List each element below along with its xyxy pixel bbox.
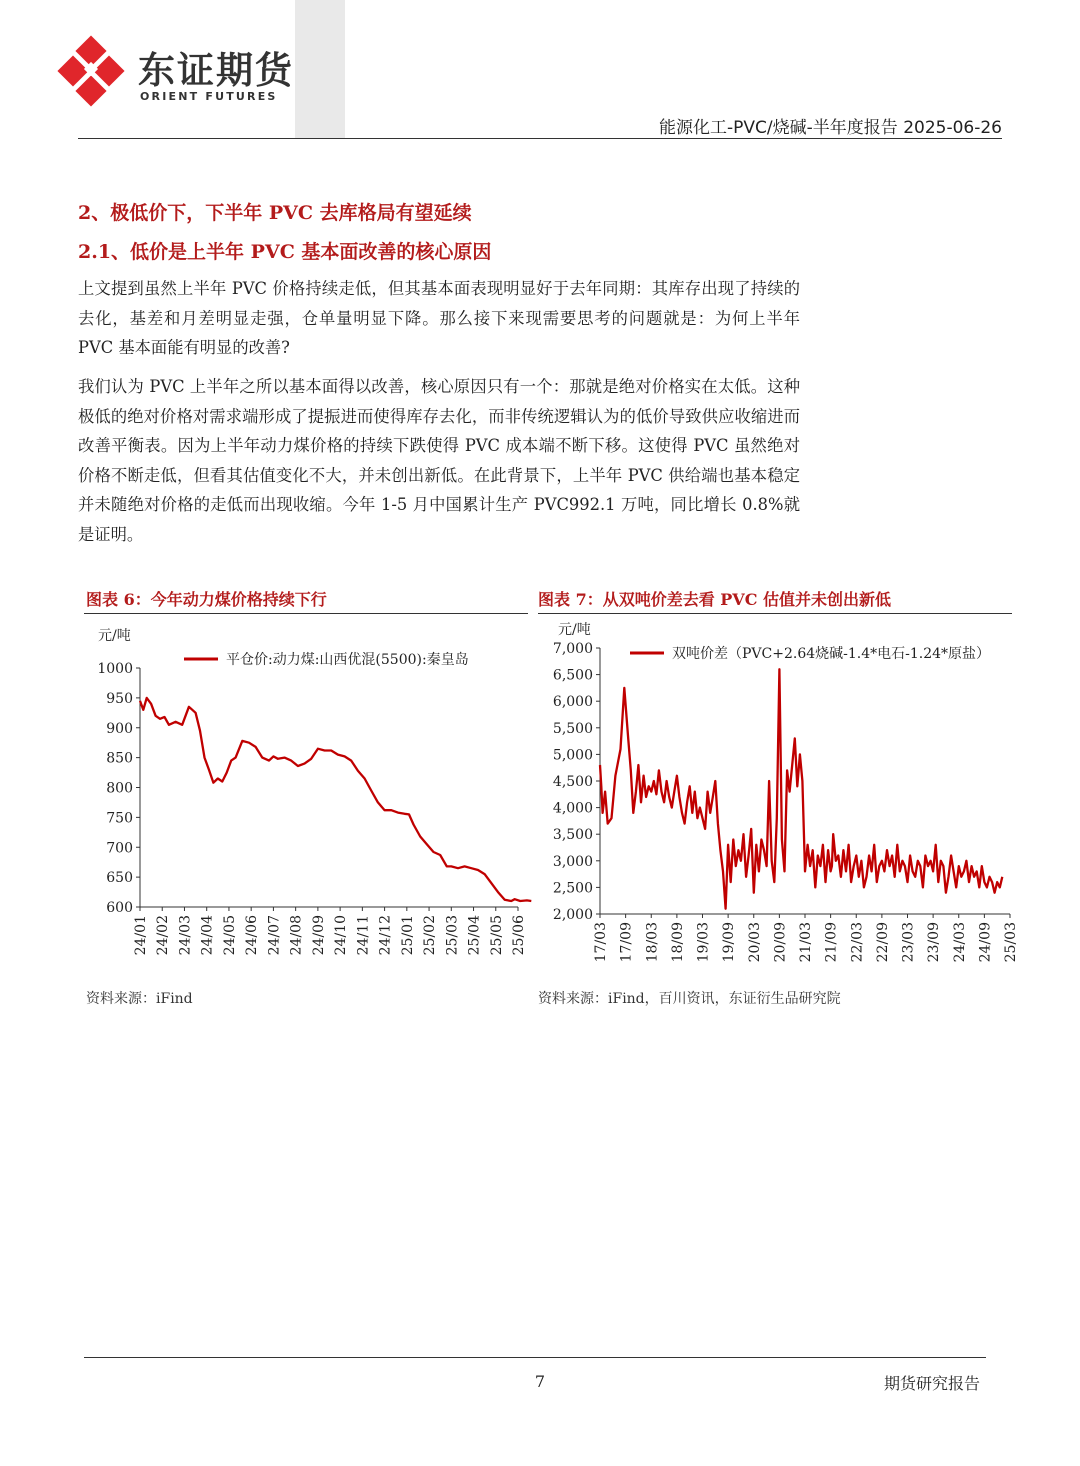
y-tick-label: 4,500 xyxy=(552,774,593,790)
y-tick-label: 5,000 xyxy=(552,747,593,764)
y-tick-label: 800 xyxy=(106,780,133,797)
y-tick-label: 750 xyxy=(106,810,133,827)
y-tick-label: 2,500 xyxy=(552,880,593,897)
x-tick-label: 24/02 xyxy=(155,915,172,956)
y-tick-label: 900 xyxy=(106,720,133,737)
legend-label: 平仓价:动力煤:山西优混(5500):秦皇岛 xyxy=(226,652,469,668)
x-tick-label: 21/03 xyxy=(798,922,814,963)
x-tick-label: 18/03 xyxy=(644,922,661,963)
x-tick-label: 24/09 xyxy=(310,915,327,956)
x-tick-label: 18/09 xyxy=(669,922,686,963)
y-tick-label: 3,000 xyxy=(552,853,593,870)
x-tick-label: 24/11 xyxy=(355,915,372,956)
x-tick-label: 25/01 xyxy=(399,915,416,956)
y-tick-label: 600 xyxy=(106,900,133,916)
x-tick-label: 22/09 xyxy=(874,922,891,963)
logo-text-en: ORIENT FUTURES xyxy=(140,90,278,103)
figure7-title-rule xyxy=(538,613,1012,614)
y-tick-label: 850 xyxy=(106,750,133,767)
figure7-title: 图表 7：从双吨价差去看 PVC 估值并未创出新低 xyxy=(538,590,892,609)
x-tick-label: 25/03 xyxy=(444,915,461,956)
x-tick-label: 24/07 xyxy=(266,915,283,956)
x-tick-label: 25/05 xyxy=(488,915,505,956)
x-tick-label: 24/08 xyxy=(288,915,305,956)
logo-text-cn: 东证期货 xyxy=(138,49,294,92)
y-unit-label: 元/吨 xyxy=(98,628,131,644)
x-tick-label: 23/09 xyxy=(926,922,943,963)
y-tick-label: 2,000 xyxy=(552,907,593,923)
company-logo xyxy=(60,38,300,118)
legend-label: 双吨价差（PVC+2.64烧碱-1.4*电石-1.24*原盐） xyxy=(672,646,991,662)
x-tick-label: 22/03 xyxy=(849,922,866,963)
footer-divider xyxy=(84,1357,986,1358)
x-tick-label: 25/04 xyxy=(466,915,483,956)
series-line xyxy=(600,669,1002,908)
y-tick-label: 950 xyxy=(106,690,133,707)
footer-label: 期货研究报告 xyxy=(883,1374,980,1393)
x-tick-label: 19/03 xyxy=(695,922,712,963)
y-tick-label: 700 xyxy=(106,840,133,857)
header-divider xyxy=(78,138,1002,139)
x-tick-label: 23/03 xyxy=(900,922,917,963)
y-tick-label: 4,000 xyxy=(552,800,593,817)
y-tick-label: 1000 xyxy=(97,661,133,677)
page-number: 7 xyxy=(534,1372,546,1391)
y-tick-label: 5,500 xyxy=(552,720,593,737)
paragraph-1: 上文提到虽然上半年 PVC 价格持续走低，但其基本面表现明显好于去年同期：其库存出现了持续的去化，基差和月差明显走强，仓单量明显下降。那么接下来现需要思考的问题就是：为何上半年 PVC 基本面能有明显的改善? xyxy=(78,279,800,357)
paragraph-2: 我们认为 PVC 上半年之所以基本面得以改善，核心原因只有一个：那就是绝对价格实在太低。这种极低的绝对价格对需求端形成了提振进而使得库存去化，而非传统逻辑认为的低价导致供应收缩进而改善平衡表。因为上半年动力煤价格的持续下跌使得 PVC 成本端不断下移。这使得 PVC 虽然绝对价格不断走低，但看其估值变化不大，并未创出新低。在此背景下，上半年 PVC 供给端也基本稳定并未随绝对价格的走低而出现收缩。今年 1-5 月中国累计生产 PVC992.1 万吨，同比增长 0.8%就是证明。 xyxy=(78,377,800,544)
report-title: 能源化工-PVC/烧碱-半年度报告 2025-06-26 xyxy=(659,118,1002,138)
y-tick-label: 6,000 xyxy=(552,694,593,711)
y-tick-label: 6,500 xyxy=(552,667,593,684)
x-tick-label: 24/03 xyxy=(951,922,968,963)
x-tick-label: 24/10 xyxy=(333,915,350,956)
section-heading: 2、极低价下，下半年 PVC 去库格局有望延续 xyxy=(78,202,472,224)
x-tick-label: 24/09 xyxy=(977,922,994,963)
x-tick-label: 24/12 xyxy=(377,915,394,956)
x-tick-label: 25/06 xyxy=(511,915,527,956)
x-tick-label: 25/03 xyxy=(1003,922,1019,963)
series-line xyxy=(140,698,531,901)
x-tick-label: 24/06 xyxy=(244,915,261,956)
x-tick-label: 24/05 xyxy=(221,915,238,956)
x-tick-label: 25/02 xyxy=(422,915,439,956)
y-tick-label: 650 xyxy=(106,870,133,887)
header-gray-bar xyxy=(295,0,345,138)
logo-mark-icon xyxy=(60,38,136,114)
figure6-source: 资料来源：iFind xyxy=(86,991,193,1007)
x-tick-label: 19/09 xyxy=(721,922,738,963)
x-tick-label: 24/04 xyxy=(199,915,216,956)
y-tick-label: 3,500 xyxy=(552,827,593,844)
figure6-title: 图表 6：今年动力煤价格持续下行 xyxy=(86,590,327,609)
y-tick-label: 7,000 xyxy=(552,641,593,657)
x-tick-label: 20/09 xyxy=(772,922,789,963)
figure6-title-rule xyxy=(84,613,528,614)
chart-double-ton-spread xyxy=(538,618,1019,978)
figure7-source: 资料来源：iFind，百川资讯，东证衍生品研究院 xyxy=(538,991,841,1007)
x-tick-label: 24/01 xyxy=(133,915,149,956)
x-tick-label: 17/09 xyxy=(618,922,635,963)
section-subheading: 2.1、低价是上半年 PVC 基本面改善的核心原因 xyxy=(78,241,492,263)
x-tick-label: 21/09 xyxy=(823,922,840,963)
y-unit-label: 元/吨 xyxy=(558,622,591,638)
x-tick-label: 17/03 xyxy=(593,922,609,963)
x-tick-label: 24/03 xyxy=(177,915,194,956)
chart-coal-price xyxy=(84,618,528,978)
x-tick-label: 20/03 xyxy=(746,922,763,963)
